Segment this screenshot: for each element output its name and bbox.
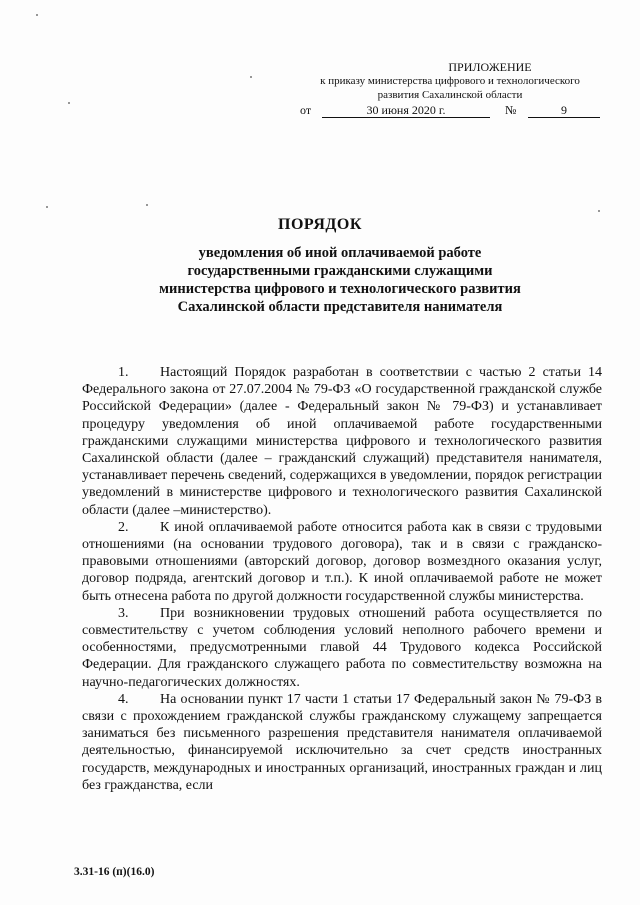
order-date-label: от: [300, 103, 312, 117]
order-date: 30 июня 2020 г.: [322, 103, 490, 118]
document-heading: ПОРЯДОК: [278, 216, 362, 233]
appendix-line-2: развития Сахалинской области: [377, 89, 523, 101]
scan-speck: [36, 14, 38, 16]
appendix-title: ПРИЛОЖЕНИЕ: [448, 60, 532, 74]
paragraph-text: К иной оплачиваемой работе относится работа как в связи с трудовыми отношениями (на основании трудового договора), так и в связи с гражданско-правовыми отношениями (авторский договор, договор возмездного оказания услуг, договор подряда, агентский договор и т.п.). К иной оплачиваемой работе не может быть отнесена работа по другой должности государственной службы министерства.: [82, 519, 602, 604]
order-number-label: №: [505, 103, 517, 117]
scan-speck: [68, 102, 70, 104]
scan-speck: [250, 76, 252, 78]
paragraph-number: 1.: [118, 365, 129, 380]
paragraph-number: 4.: [118, 691, 129, 707]
paragraph-1: [82, 364, 602, 519]
paragraph-text: На основании пункт 17 части 1 статьи 17 Федеральный закон № 79-ФЗ в связи с прохождением гражданской службы гражданскому служащему запрещается заниматься без письменного разрешения представителя нанимателя оплачиваемой деятельностью, финансируемой исключительно за счет средств иностранных государств, международных и иностранных организаций, иностранных граждан и лиц без гражданства, если: [82, 691, 602, 793]
scan-speck: [146, 204, 148, 206]
paragraph-2: [82, 519, 602, 605]
document-code: 3.31-16 (п)(16.0): [74, 866, 155, 878]
document-body: [82, 364, 602, 794]
scan-speck: [598, 210, 600, 212]
paragraph-text: При возникновении трудовых отношений работа осуществляется по совместительству с учетом соблюдения условий неполного рабочего времени и особенностями, предусмотренными главой 44 Трудового кодекса Российской Федерации. Для гражданского служащего работа по совместительству возможна на научно-педагогических должностях.: [82, 605, 602, 690]
document-subheading: уведомления об иной оплачиваемой работе государственными гражданскими служащими министерства цифрового и технологического развития Сахалинской области представителя нанимателя: [159, 245, 521, 315]
paragraph-3: [82, 605, 602, 691]
order-reference: [300, 103, 600, 119]
paragraph-number: 3.: [118, 605, 129, 621]
order-number: 9: [528, 103, 600, 118]
paragraph-4: [82, 691, 602, 794]
appendix-block: [300, 60, 600, 119]
paragraph-number: 2.: [118, 519, 129, 535]
appendix-line-1: к приказу министерства цифрового и технологического: [320, 75, 580, 87]
paragraph-text: Настоящий Порядок разработан в соответствии с частью 2 статьи 14 Федерального закона от 27.07.2004 № 79-ФЗ «О государственной гражданской службе Российской Федерации» (далее - Федеральный закон № 79-ФЗ) и устанавливает процедуру уведомления об иной оплачиваемой работе государственными гражданскими служащими министерства цифрового и технологического развития Сахалинской области (далее – гражданский служащий) представителя нанимателя, устанавливает перечень сведений, содержащихся в уведомлении, порядок регистрации уведомлений в министерстве цифрового и технологического развития Сахалинской области (далее –министерство).: [82, 365, 602, 518]
scan-speck: [46, 206, 48, 208]
